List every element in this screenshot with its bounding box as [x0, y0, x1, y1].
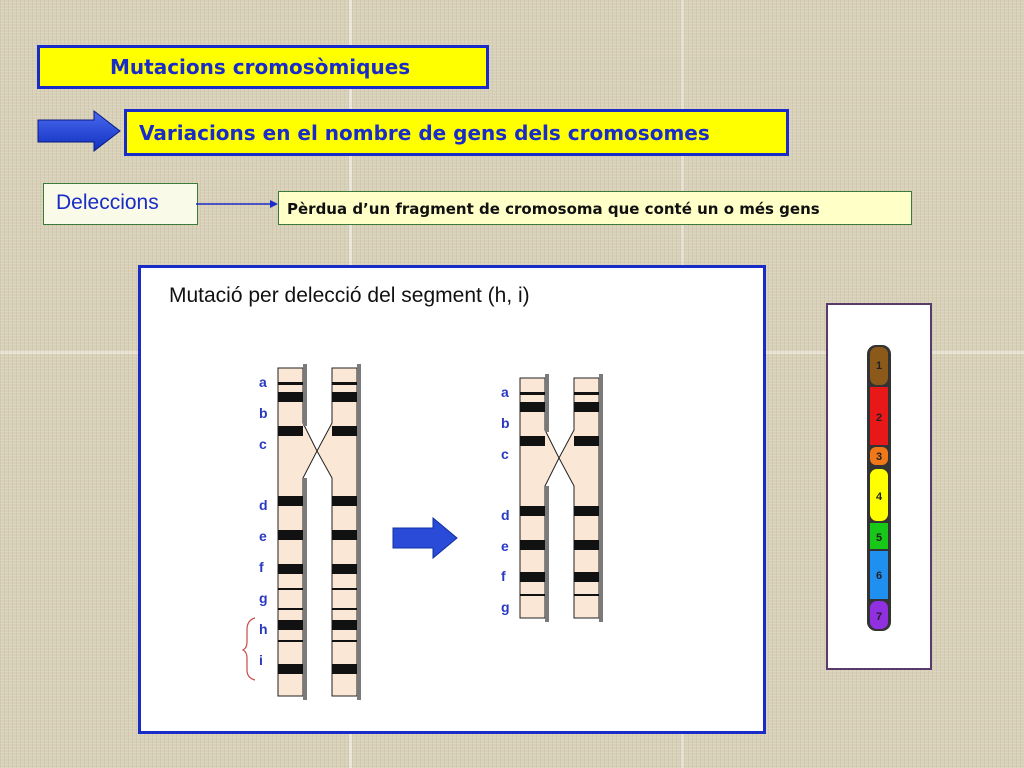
gene-label: d: [259, 497, 268, 513]
gene-label: c: [501, 446, 509, 462]
transition-arrow-icon: [393, 518, 457, 558]
definition-box: [278, 191, 912, 225]
title-box: [37, 45, 489, 89]
gene-label: b: [259, 405, 268, 421]
panel-title: Mutació per delecció del segment (h, i): [169, 284, 530, 307]
right-arrow-icon: [36, 110, 122, 152]
chromosome-before: [243, 364, 361, 700]
karyotype-bands: [870, 347, 888, 629]
band-label: 7: [875, 611, 883, 623]
chromosome-after: [501, 374, 603, 622]
colored-chromosome: [828, 305, 930, 668]
connector-arrow-icon: [196, 198, 280, 212]
gene-label: d: [501, 507, 510, 523]
gene-label: a: [259, 374, 267, 390]
definition-text: Pèrdua d’un fragment de cromosoma que conté un o més gens: [287, 200, 820, 218]
gene-label: g: [259, 590, 268, 606]
band-label: 3: [875, 451, 883, 463]
chromosome-diagram: [141, 268, 763, 731]
gene-label: f: [259, 559, 264, 575]
gene-label: h: [259, 621, 268, 637]
band-label: 6: [875, 570, 883, 582]
subtitle: Variacions en el nombre de gens dels cromosomes: [139, 121, 710, 145]
band-label: 1: [875, 360, 883, 372]
gene-label: i: [259, 652, 263, 668]
page-title: Mutacions cromosòmiques: [110, 55, 411, 79]
gene-label: e: [501, 538, 509, 554]
gene-label: g: [501, 599, 510, 615]
gene-label: f: [501, 568, 506, 584]
subtitle-box: [124, 109, 789, 156]
deletion-label-box: [43, 183, 198, 225]
gene-label: e: [259, 528, 267, 544]
karyotype-panel: [826, 303, 932, 670]
diagram-panel: [138, 265, 766, 734]
gene-label: b: [501, 415, 510, 431]
band-label: 2: [875, 412, 883, 424]
band-label: 4: [875, 491, 883, 503]
brace-icon: [243, 618, 255, 680]
gene-label: a: [501, 384, 509, 400]
band-label: 5: [875, 532, 883, 544]
deletion-label: Deleccions: [56, 191, 159, 214]
gene-label: c: [259, 436, 267, 452]
